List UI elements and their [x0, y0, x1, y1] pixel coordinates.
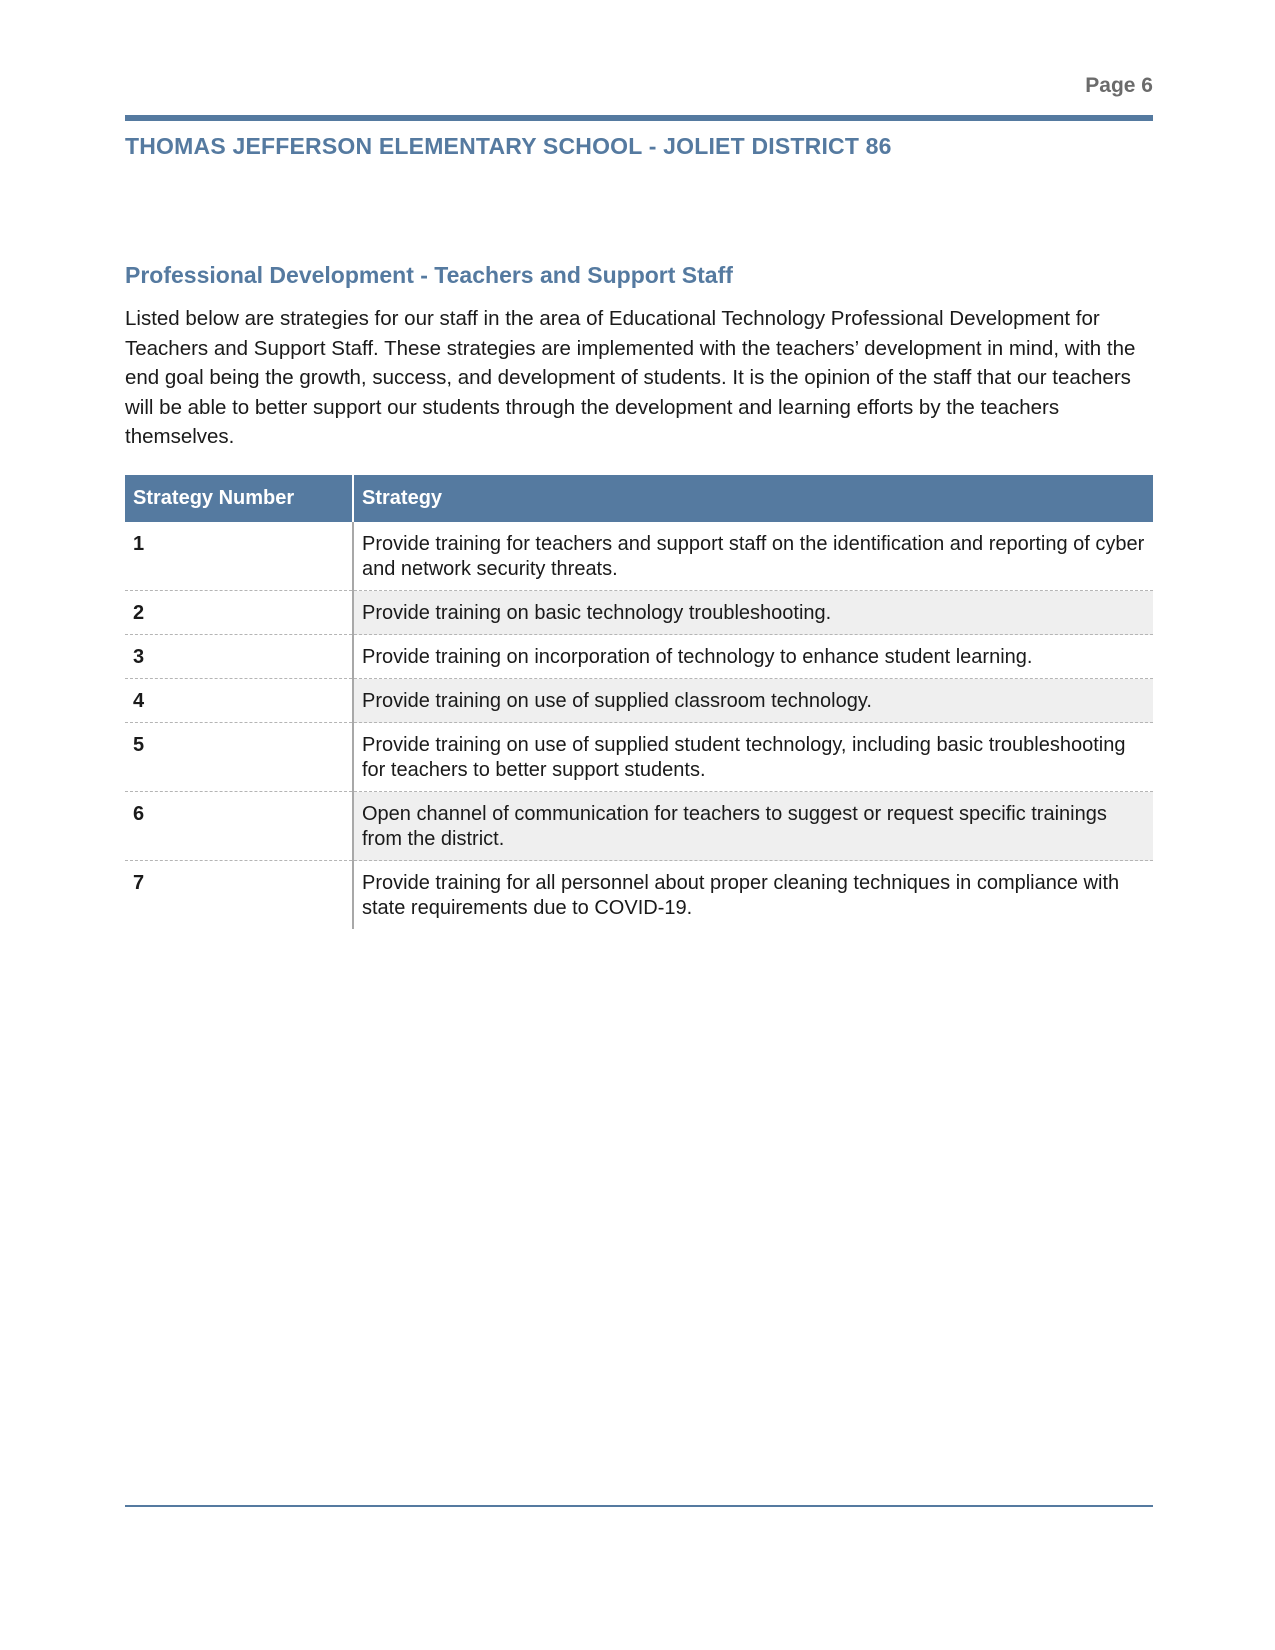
strategy-number-cell: 6 [125, 792, 353, 861]
table-row [125, 635, 1153, 679]
strategy-number-cell: 1 [125, 522, 353, 591]
table-header-row [125, 475, 1153, 522]
intro-paragraph: Listed below are strategies for our staff in the area of Educational Technology Professional Development for Teachers and Support Staff. These strategies are implemented with the teachers’ development in mind, with the end goal being the growth, success, and development of students. It is the opinion of the staff that our teachers will be able to better support our students through the development and learning efforts by the teachers themselves. [125, 307, 1136, 448]
school-title: THOMAS JEFFERSON ELEMENTARY SCHOOL - JOLIET DISTRICT 86 [125, 133, 892, 159]
strategy-table [125, 475, 1153, 929]
column-header-strategy: Strategy [353, 475, 1153, 522]
strategy-number-cell: 4 [125, 679, 353, 723]
page-number: Page 6 [1085, 74, 1153, 97]
strategy-number-cell: 2 [125, 591, 353, 635]
header-divider [125, 115, 1153, 121]
strategy-text-cell: Open channel of communication for teachers to suggest or request specific trainings from the district. [353, 792, 1153, 861]
strategy-number-cell: 7 [125, 861, 353, 930]
footer-divider [125, 1505, 1153, 1507]
strategy-number-cell: 3 [125, 635, 353, 679]
table-row [125, 861, 1153, 930]
strategy-text-cell: Provide training on use of supplied classroom technology. [353, 679, 1153, 723]
section-heading: Professional Development - Teachers and Support Staff [125, 262, 733, 288]
strategy-text-cell: Provide training on incorporation of technology to enhance student learning. [353, 635, 1153, 679]
strategy-text-cell: Provide training for all personnel about proper cleaning techniques in compliance with state requirements due to COVID-19. [362, 872, 1120, 919]
table-row [125, 792, 1153, 861]
strategy-text-cell: Provide training on use of supplied student technology, including basic troubleshooting for teachers to better support students. [353, 723, 1153, 792]
strategy-number-cell: 5 [125, 723, 353, 792]
table-row [125, 723, 1153, 792]
table-row [125, 522, 1153, 591]
table-row [125, 679, 1153, 723]
table-row [125, 591, 1153, 635]
strategy-text-cell: Provide training for teachers and support staff on the identification and reporting of cyber and network security threats. [353, 522, 1153, 591]
strategy-text-cell: Provide training on basic technology troubleshooting. [353, 591, 1153, 635]
column-header-strategy-number: Strategy Number [125, 475, 353, 522]
